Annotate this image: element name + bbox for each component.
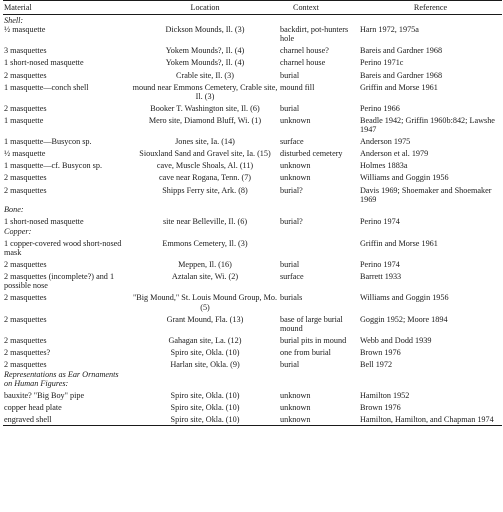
cell-context: unknown — [280, 115, 311, 125]
cell-material: ½ masquette — [4, 149, 46, 159]
cell-reference: Harn 1972, 1975a — [360, 25, 419, 35]
cell-location: mound near Emmons Cemetery, Crable site, Il. (3) — [132, 82, 278, 101]
cell-reference: Bell 1972 — [360, 360, 393, 369]
cell-context: disturbed cemetery — [280, 149, 343, 159]
header-reference: Reference — [359, 1, 502, 15]
cell-context: surface — [280, 272, 304, 282]
table-row — [3, 357, 502, 369]
cell-reference: Beadle 1942; Griffin 1960b:842; Lawshe 1947 — [360, 115, 495, 135]
table-row — [3, 43, 502, 55]
cell-material: 2 masquettes — [4, 173, 47, 183]
section-heading-row — [3, 15, 502, 26]
table-row — [3, 113, 502, 134]
cell-context: mound fill — [280, 82, 315, 92]
cell-context: burial — [280, 260, 300, 270]
cell-context: base of large burial mound — [280, 314, 343, 333]
cell-location: Mero site, Diamond Bluff, Wi. (1) — [148, 115, 262, 125]
cell-reference: Goggin 1952; Moore 1894 — [360, 314, 448, 324]
section-title: Representations as Ear Ornaments on Human Figures: — [4, 370, 119, 389]
header-row — [3, 1, 502, 15]
table-row — [3, 68, 502, 80]
table-row — [3, 257, 502, 269]
cell-location: Shipps Ferry site, Ark. (8) — [162, 185, 248, 195]
cell-location: Spiro site, Okla. (10) — [170, 403, 240, 413]
cell-material: 1 masquette—cf. Busycon sp. — [4, 161, 103, 171]
cell-location: Dickson Mounds, Il. (3) — [165, 25, 245, 35]
cell-reference: Brown 1976 — [360, 347, 401, 357]
table-row — [3, 214, 502, 226]
table-row — [3, 333, 502, 345]
cell-material: 1 copper-covered wood short-nosed mask — [4, 238, 122, 258]
cell-reference: Perino 1971c — [360, 58, 404, 68]
cell-material: 3 masquettes — [4, 46, 47, 56]
cell-location: Yokem Mounds?, Il. (4) — [165, 46, 245, 56]
cell-reference: Hamilton 1952 — [360, 391, 410, 401]
table-row — [3, 345, 502, 357]
cell-material: 2 masquettes — [4, 260, 47, 270]
table-row — [3, 25, 502, 43]
table-row — [3, 158, 502, 170]
cell-location: Spiro site, Okla. (10) — [170, 391, 240, 401]
cell-material: 1 masquette — [4, 115, 44, 125]
cell-context: burials — [280, 293, 303, 303]
cell-context: unknown — [280, 161, 311, 171]
cell-context — [279, 236, 359, 257]
cell-location: Crable site, Il. (3) — [176, 70, 234, 80]
cell-reference: Griffin and Morse 1961 — [360, 82, 438, 92]
table-row — [3, 101, 502, 113]
cell-material: 1 short-nosed masquette — [4, 58, 84, 68]
table-row — [3, 312, 502, 333]
table-row — [3, 55, 502, 67]
section-heading-row — [3, 226, 502, 236]
cell-location: "Big Mound," St. Louis Mound Group, Mo. (5) — [132, 293, 278, 312]
cell-material: 2 masquettes — [4, 335, 47, 345]
cell-context: unknown — [279, 412, 359, 425]
masquette-table — [3, 0, 502, 426]
cell-context: unknown — [280, 403, 311, 413]
cell-reference: Hamilton, Hamilton, and Chapman 1974 — [359, 412, 502, 425]
cell-reference: Barrett 1933 — [360, 272, 402, 282]
cell-reference: Perino 1974 — [360, 216, 400, 226]
cell-location: Spiro site, Okla. (10) — [170, 347, 240, 357]
cell-location: Jones site, Ia. (14) — [175, 137, 235, 147]
cell-context: unknown — [280, 173, 311, 183]
section-heading-row — [3, 369, 502, 388]
cell-context: charnel house — [280, 58, 326, 68]
table-row — [3, 412, 502, 425]
cell-reference: Holmes 1883a — [360, 161, 408, 171]
cell-location: Yokem Mounds?, Il. (4) — [165, 58, 245, 68]
cell-location: Emmons Cemetery, Il. (3) — [162, 238, 248, 248]
cell-context: burial pits in mound — [280, 335, 347, 345]
cell-location: Meppen, Il. (16) — [178, 260, 232, 270]
cell-reference: Bareis and Gardner 1968 — [360, 70, 443, 80]
header-context: Context — [279, 1, 359, 15]
cell-material: engraved shell — [3, 412, 131, 425]
cell-location: Harlan site, Okla. (9) — [170, 360, 240, 369]
cell-context: charnel house? — [280, 46, 329, 56]
cell-material: 1 masquette—conch shell — [4, 82, 89, 92]
cell-material: 2 masquettes — [4, 103, 47, 113]
cell-material: 1 masquette—Busycon sp. — [4, 137, 92, 147]
table-row — [3, 236, 502, 257]
cell-reference: Davis 1969; Shoemaker and Shoemaker 1969 — [360, 185, 492, 204]
cell-context: burial — [280, 103, 300, 113]
cell-context: burial? — [280, 185, 303, 195]
cell-reference: Williams and Goggin 1956 — [360, 293, 449, 303]
table-row — [3, 134, 502, 146]
cell-material: 2 masquettes — [4, 360, 47, 369]
table-row — [3, 80, 502, 101]
cell-context: one from burial — [280, 347, 331, 357]
cell-context: burial — [280, 360, 300, 369]
section-heading-row — [3, 204, 502, 214]
cell-context: burial — [280, 70, 300, 80]
cell-material: 2 masquettes — [4, 70, 47, 80]
cell-context: backdirt, pot-hunters hole — [280, 25, 349, 44]
cell-reference: Perino 1966 — [360, 103, 400, 113]
cell-reference: Bareis and Gardner 1968 — [360, 46, 443, 56]
section-title: Bone: — [4, 204, 24, 214]
table-row — [3, 183, 502, 204]
cell-material: copper head plate — [4, 403, 62, 413]
cell-location: cave, Muscle Shoals, Al. (11) — [156, 161, 254, 171]
table-row — [3, 388, 502, 400]
cell-location: Aztalan site, Wi. (2) — [171, 272, 239, 282]
cell-location: cave near Rogana, Tenn. (7) — [158, 173, 252, 183]
cell-reference: Brown 1976 — [360, 403, 401, 413]
cell-reference: Perino 1974 — [360, 260, 400, 270]
cell-location: site near Belleville, Il. (6) — [162, 216, 248, 226]
cell-context: burial? — [280, 216, 303, 226]
cell-material: 2 masquettes — [4, 293, 47, 303]
cell-reference: Anderson et al. 1979 — [360, 149, 429, 159]
cell-location: Siouxland Sand and Gravel site, Ia. (15) — [139, 149, 271, 159]
cell-material: 1 short-nosed masquette — [4, 216, 84, 226]
cell-location: Gahagan site, La. (12) — [168, 335, 242, 345]
section-title: Shell: — [4, 16, 24, 26]
table-row — [3, 290, 502, 311]
table-body — [3, 15, 502, 425]
cell-material: ½ masquette — [4, 25, 46, 35]
cell-material: 2 masquettes? — [4, 347, 51, 357]
header-material: Material — [3, 1, 131, 15]
cell-context: surface — [280, 137, 304, 147]
cell-material: 2 masquettes — [4, 185, 47, 195]
cell-location: Spiro site, Okla. (10) — [131, 412, 279, 425]
cell-location: Booker T. Washington site, Il. (6) — [150, 103, 260, 113]
cell-material: 2 masquettes — [4, 314, 47, 324]
table-row — [3, 269, 502, 290]
cell-material: 2 masquettes (incomplete?) and 1 possible nose — [4, 272, 115, 291]
section-title: Copper: — [4, 226, 32, 236]
cell-reference: Williams and Goggin 1956 — [360, 173, 449, 183]
table-row — [3, 400, 502, 412]
table-row — [3, 146, 502, 158]
cell-reference: Anderson 1975 — [360, 137, 411, 147]
cell-context: unknown — [280, 391, 311, 401]
cell-reference: Webb and Dodd 1939 — [360, 335, 432, 345]
table-row — [3, 170, 502, 182]
cell-location: Grant Mound, Fla. (13) — [166, 314, 244, 324]
cell-reference: Griffin and Morse 1961 — [360, 238, 438, 248]
cell-material: bauxite? "Big Boy" pipe — [4, 391, 85, 401]
header-location: Location — [131, 1, 279, 15]
